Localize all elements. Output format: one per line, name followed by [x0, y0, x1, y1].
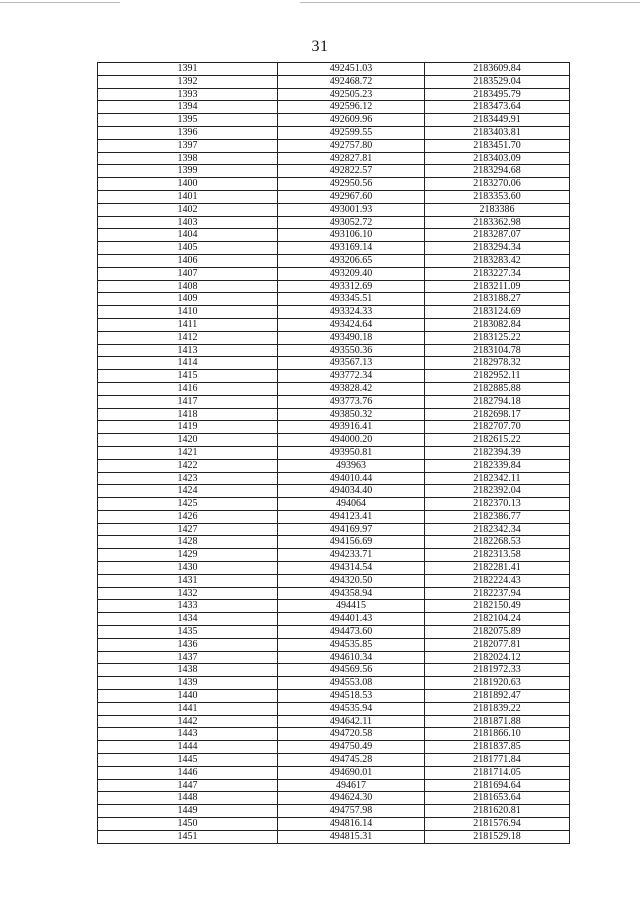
y-coordinate-cell: 2183082.84 — [425, 318, 570, 331]
y-coordinate-cell: 2182794.18 — [425, 395, 570, 408]
y-coordinate-cell: 2182224.43 — [425, 574, 570, 587]
table-row — [98, 587, 570, 600]
table-row — [98, 382, 570, 395]
table-row — [98, 267, 570, 280]
x-coordinate-cell: 493828.42 — [278, 382, 425, 395]
y-coordinate-cell: 2183403.81 — [425, 126, 570, 139]
x-coordinate-cell: 493550.36 — [278, 344, 425, 357]
table-row — [98, 792, 570, 805]
y-coordinate-cell: 2182237.94 — [425, 587, 570, 600]
x-coordinate-cell: 494034.40 — [278, 485, 425, 498]
point-number-cell: 1427 — [98, 523, 278, 536]
x-coordinate-cell: 492967.60 — [278, 190, 425, 203]
table-row — [98, 677, 570, 690]
y-coordinate-cell: 2181920.63 — [425, 677, 570, 690]
y-coordinate-cell: 2181653.64 — [425, 792, 570, 805]
table-row — [98, 830, 570, 843]
table-row — [98, 101, 570, 114]
point-number-cell: 1408 — [98, 280, 278, 293]
x-coordinate-cell: 494617 — [278, 779, 425, 792]
y-coordinate-cell: 2181529.18 — [425, 830, 570, 843]
x-coordinate-cell: 493345.51 — [278, 293, 425, 306]
y-coordinate-cell: 2182978.32 — [425, 357, 570, 370]
point-number-cell: 1414 — [98, 357, 278, 370]
point-number-cell: 1441 — [98, 702, 278, 715]
y-coordinate-cell: 2183609.84 — [425, 63, 570, 76]
y-coordinate-cell: 2182104.24 — [425, 613, 570, 626]
point-number-cell: 1445 — [98, 754, 278, 767]
table-row — [98, 613, 570, 626]
y-coordinate-cell: 2183270.06 — [425, 178, 570, 191]
y-coordinate-cell: 2183227.34 — [425, 267, 570, 280]
x-coordinate-cell: 494745.28 — [278, 754, 425, 767]
x-coordinate-cell: 494010.44 — [278, 472, 425, 485]
x-coordinate-cell: 492596.12 — [278, 101, 425, 114]
point-number-cell: 1402 — [98, 203, 278, 216]
point-number-cell: 1406 — [98, 254, 278, 267]
point-number-cell: 1449 — [98, 805, 278, 818]
x-coordinate-cell: 494610.34 — [278, 651, 425, 664]
x-coordinate-cell: 494624.30 — [278, 792, 425, 805]
point-number-cell: 1416 — [98, 382, 278, 395]
y-coordinate-cell: 2183294.68 — [425, 165, 570, 178]
x-coordinate-cell: 494169.97 — [278, 523, 425, 536]
x-coordinate-cell: 494690.01 — [278, 766, 425, 779]
table-row — [98, 523, 570, 536]
x-coordinate-cell: 492468.72 — [278, 75, 425, 88]
point-number-cell: 1418 — [98, 408, 278, 421]
point-number-cell: 1398 — [98, 152, 278, 165]
y-coordinate-cell: 2182024.12 — [425, 651, 570, 664]
table-row — [98, 139, 570, 152]
table-row — [98, 715, 570, 728]
y-coordinate-cell: 2181892.47 — [425, 690, 570, 703]
point-number-cell: 1438 — [98, 664, 278, 677]
point-number-cell: 1391 — [98, 63, 278, 76]
point-number-cell: 1411 — [98, 318, 278, 331]
point-number-cell: 1446 — [98, 766, 278, 779]
x-coordinate-cell: 493850.32 — [278, 408, 425, 421]
point-number-cell: 1403 — [98, 216, 278, 229]
y-coordinate-cell: 2182150.49 — [425, 600, 570, 613]
point-number-cell: 1451 — [98, 830, 278, 843]
table-row — [98, 203, 570, 216]
y-coordinate-cell: 2181771.84 — [425, 754, 570, 767]
table-row — [98, 472, 570, 485]
point-number-cell: 1415 — [98, 370, 278, 383]
x-coordinate-cell: 492505.23 — [278, 88, 425, 101]
point-number-cell: 1393 — [98, 88, 278, 101]
table-row — [98, 664, 570, 677]
y-coordinate-cell: 2181694.64 — [425, 779, 570, 792]
table-row — [98, 766, 570, 779]
table-row — [98, 88, 570, 101]
x-coordinate-cell: 494553.08 — [278, 677, 425, 690]
table-row — [98, 779, 570, 792]
table-row — [98, 485, 570, 498]
table-row — [98, 638, 570, 651]
x-coordinate-cell: 493490.18 — [278, 331, 425, 344]
y-coordinate-cell: 2183125.22 — [425, 331, 570, 344]
coordinates-table — [97, 62, 570, 844]
table-row — [98, 805, 570, 818]
y-coordinate-cell: 2182281.41 — [425, 562, 570, 575]
point-number-cell: 1399 — [98, 165, 278, 178]
y-coordinate-cell: 2183211.09 — [425, 280, 570, 293]
y-coordinate-cell: 2183287.07 — [425, 229, 570, 242]
point-number-cell: 1404 — [98, 229, 278, 242]
point-number-cell: 1407 — [98, 267, 278, 280]
y-coordinate-cell: 2181620.81 — [425, 805, 570, 818]
table-row — [98, 306, 570, 319]
y-coordinate-cell: 2183529.04 — [425, 75, 570, 88]
table-row — [98, 626, 570, 639]
x-coordinate-cell: 494518.53 — [278, 690, 425, 703]
point-number-cell: 1433 — [98, 600, 278, 613]
x-coordinate-cell: 494815.31 — [278, 830, 425, 843]
x-coordinate-cell: 494064 — [278, 498, 425, 511]
point-number-cell: 1425 — [98, 498, 278, 511]
table-row — [98, 63, 570, 76]
table-row — [98, 114, 570, 127]
y-coordinate-cell: 2181972.33 — [425, 664, 570, 677]
point-number-cell: 1413 — [98, 344, 278, 357]
table-row — [98, 331, 570, 344]
x-coordinate-cell: 492451.03 — [278, 63, 425, 76]
point-number-cell: 1430 — [98, 562, 278, 575]
x-coordinate-cell: 493324.33 — [278, 306, 425, 319]
y-coordinate-cell: 2183124.69 — [425, 306, 570, 319]
x-coordinate-cell: 493963 — [278, 459, 425, 472]
table-row — [98, 242, 570, 255]
point-number-cell: 1412 — [98, 331, 278, 344]
scan-edge-top-left — [0, 2, 120, 3]
table-row — [98, 574, 570, 587]
point-number-cell: 1401 — [98, 190, 278, 203]
y-coordinate-cell: 2181839.22 — [425, 702, 570, 715]
point-number-cell: 1422 — [98, 459, 278, 472]
y-coordinate-cell: 2183473.64 — [425, 101, 570, 114]
table-row — [98, 293, 570, 306]
y-coordinate-cell: 2183449.91 — [425, 114, 570, 127]
table-row — [98, 510, 570, 523]
table-row — [98, 178, 570, 191]
x-coordinate-cell: 494123.41 — [278, 510, 425, 523]
point-number-cell: 1447 — [98, 779, 278, 792]
x-coordinate-cell: 493209.40 — [278, 267, 425, 280]
point-number-cell: 1437 — [98, 651, 278, 664]
table-row — [98, 498, 570, 511]
table-row — [98, 165, 570, 178]
x-coordinate-cell: 493206.65 — [278, 254, 425, 267]
point-number-cell: 1423 — [98, 472, 278, 485]
x-coordinate-cell: 494415 — [278, 600, 425, 613]
x-coordinate-cell: 493169.14 — [278, 242, 425, 255]
point-number-cell: 1397 — [98, 139, 278, 152]
y-coordinate-cell: 2183353.60 — [425, 190, 570, 203]
y-coordinate-cell: 2181866.10 — [425, 728, 570, 741]
point-number-cell: 1394 — [98, 101, 278, 114]
y-coordinate-cell: 2182075.89 — [425, 626, 570, 639]
point-number-cell: 1421 — [98, 446, 278, 459]
x-coordinate-cell: 494156.69 — [278, 536, 425, 549]
table-row — [98, 370, 570, 383]
point-number-cell: 1436 — [98, 638, 278, 651]
point-number-cell: 1439 — [98, 677, 278, 690]
y-coordinate-cell: 2183188.27 — [425, 293, 570, 306]
y-coordinate-cell: 2182077.81 — [425, 638, 570, 651]
point-number-cell: 1396 — [98, 126, 278, 139]
x-coordinate-cell: 494569.56 — [278, 664, 425, 677]
table-row — [98, 549, 570, 562]
point-number-cell: 1424 — [98, 485, 278, 498]
y-coordinate-cell: 2181871.88 — [425, 715, 570, 728]
x-coordinate-cell: 494816.14 — [278, 818, 425, 831]
table-row — [98, 408, 570, 421]
x-coordinate-cell: 493106.10 — [278, 229, 425, 242]
y-coordinate-cell: 2183495.79 — [425, 88, 570, 101]
table-row — [98, 421, 570, 434]
y-coordinate-cell: 2182268.53 — [425, 536, 570, 549]
point-number-cell: 1440 — [98, 690, 278, 703]
x-coordinate-cell: 493773.76 — [278, 395, 425, 408]
table-row — [98, 434, 570, 447]
y-coordinate-cell: 2182386.77 — [425, 510, 570, 523]
table-row — [98, 600, 570, 613]
table-row — [98, 216, 570, 229]
point-number-cell: 1395 — [98, 114, 278, 127]
table-row — [98, 280, 570, 293]
y-coordinate-cell: 2182698.17 — [425, 408, 570, 421]
table-row — [98, 254, 570, 267]
y-coordinate-cell: 2183104.78 — [425, 344, 570, 357]
point-number-cell: 1450 — [98, 818, 278, 831]
x-coordinate-cell: 492822.57 — [278, 165, 425, 178]
table-row — [98, 702, 570, 715]
point-number-cell: 1417 — [98, 395, 278, 408]
y-coordinate-cell: 2183362.98 — [425, 216, 570, 229]
x-coordinate-cell: 493312.69 — [278, 280, 425, 293]
y-coordinate-cell: 2182370.13 — [425, 498, 570, 511]
x-coordinate-cell: 494535.94 — [278, 702, 425, 715]
table-row — [98, 229, 570, 242]
y-coordinate-cell: 2182952.11 — [425, 370, 570, 383]
y-coordinate-cell: 2183386 — [425, 203, 570, 216]
y-coordinate-cell: 2182392.04 — [425, 485, 570, 498]
point-number-cell: 1420 — [98, 434, 278, 447]
point-number-cell: 1442 — [98, 715, 278, 728]
x-coordinate-cell: 494642.11 — [278, 715, 425, 728]
point-number-cell: 1432 — [98, 587, 278, 600]
y-coordinate-cell: 2183283.42 — [425, 254, 570, 267]
table-row — [98, 459, 570, 472]
x-coordinate-cell: 494233.71 — [278, 549, 425, 562]
x-coordinate-cell: 494401.43 — [278, 613, 425, 626]
y-coordinate-cell: 2182342.34 — [425, 523, 570, 536]
point-number-cell: 1400 — [98, 178, 278, 191]
table-row — [98, 75, 570, 88]
point-number-cell: 1410 — [98, 306, 278, 319]
x-coordinate-cell: 494757.98 — [278, 805, 425, 818]
x-coordinate-cell: 494473.60 — [278, 626, 425, 639]
y-coordinate-cell: 2181837.85 — [425, 741, 570, 754]
y-coordinate-cell: 2183403.09 — [425, 152, 570, 165]
coordinates-table-body — [98, 63, 570, 844]
y-coordinate-cell: 2182342.11 — [425, 472, 570, 485]
table-row — [98, 690, 570, 703]
table-row — [98, 344, 570, 357]
table-row — [98, 741, 570, 754]
x-coordinate-cell: 492950.56 — [278, 178, 425, 191]
page-number: 31 — [311, 38, 329, 55]
y-coordinate-cell: 2182313.58 — [425, 549, 570, 562]
x-coordinate-cell: 493950.81 — [278, 446, 425, 459]
table-row — [98, 536, 570, 549]
point-number-cell: 1429 — [98, 549, 278, 562]
x-coordinate-cell: 493001.93 — [278, 203, 425, 216]
point-number-cell: 1443 — [98, 728, 278, 741]
x-coordinate-cell: 494000.20 — [278, 434, 425, 447]
point-number-cell: 1448 — [98, 792, 278, 805]
point-number-cell: 1435 — [98, 626, 278, 639]
x-coordinate-cell: 494720.58 — [278, 728, 425, 741]
x-coordinate-cell: 494358.94 — [278, 587, 425, 600]
x-coordinate-cell: 493052.72 — [278, 216, 425, 229]
table-row — [98, 395, 570, 408]
y-coordinate-cell: 2182339.84 — [425, 459, 570, 472]
x-coordinate-cell: 493567.13 — [278, 357, 425, 370]
point-number-cell: 1409 — [98, 293, 278, 306]
x-coordinate-cell: 494750.49 — [278, 741, 425, 754]
x-coordinate-cell: 492757.80 — [278, 139, 425, 152]
y-coordinate-cell: 2182394.39 — [425, 446, 570, 459]
table-row — [98, 152, 570, 165]
table-row — [98, 818, 570, 831]
table-row — [98, 728, 570, 741]
y-coordinate-cell: 2182707.70 — [425, 421, 570, 434]
table-row — [98, 562, 570, 575]
x-coordinate-cell: 492827.81 — [278, 152, 425, 165]
point-number-cell: 1392 — [98, 75, 278, 88]
table-row — [98, 126, 570, 139]
x-coordinate-cell: 493424.64 — [278, 318, 425, 331]
point-number-cell: 1431 — [98, 574, 278, 587]
table-row — [98, 318, 570, 331]
x-coordinate-cell: 493772.34 — [278, 370, 425, 383]
y-coordinate-cell: 2183294.34 — [425, 242, 570, 255]
point-number-cell: 1434 — [98, 613, 278, 626]
table-row — [98, 651, 570, 664]
point-number-cell: 1428 — [98, 536, 278, 549]
y-coordinate-cell: 2183451.70 — [425, 139, 570, 152]
x-coordinate-cell: 493916.41 — [278, 421, 425, 434]
x-coordinate-cell: 494314.54 — [278, 562, 425, 575]
x-coordinate-cell: 492599.55 — [278, 126, 425, 139]
scan-edge-top-right — [300, 2, 640, 3]
point-number-cell: 1405 — [98, 242, 278, 255]
point-number-cell: 1426 — [98, 510, 278, 523]
point-number-cell: 1419 — [98, 421, 278, 434]
x-coordinate-cell: 492609.96 — [278, 114, 425, 127]
x-coordinate-cell: 494535.85 — [278, 638, 425, 651]
table-row — [98, 190, 570, 203]
y-coordinate-cell: 2182885.88 — [425, 382, 570, 395]
table-row — [98, 357, 570, 370]
y-coordinate-cell: 2181714.05 — [425, 766, 570, 779]
point-number-cell: 1444 — [98, 741, 278, 754]
y-coordinate-cell: 2181576.94 — [425, 818, 570, 831]
x-coordinate-cell: 494320.50 — [278, 574, 425, 587]
table-row — [98, 446, 570, 459]
y-coordinate-cell: 2182615.22 — [425, 434, 570, 447]
table-row — [98, 754, 570, 767]
